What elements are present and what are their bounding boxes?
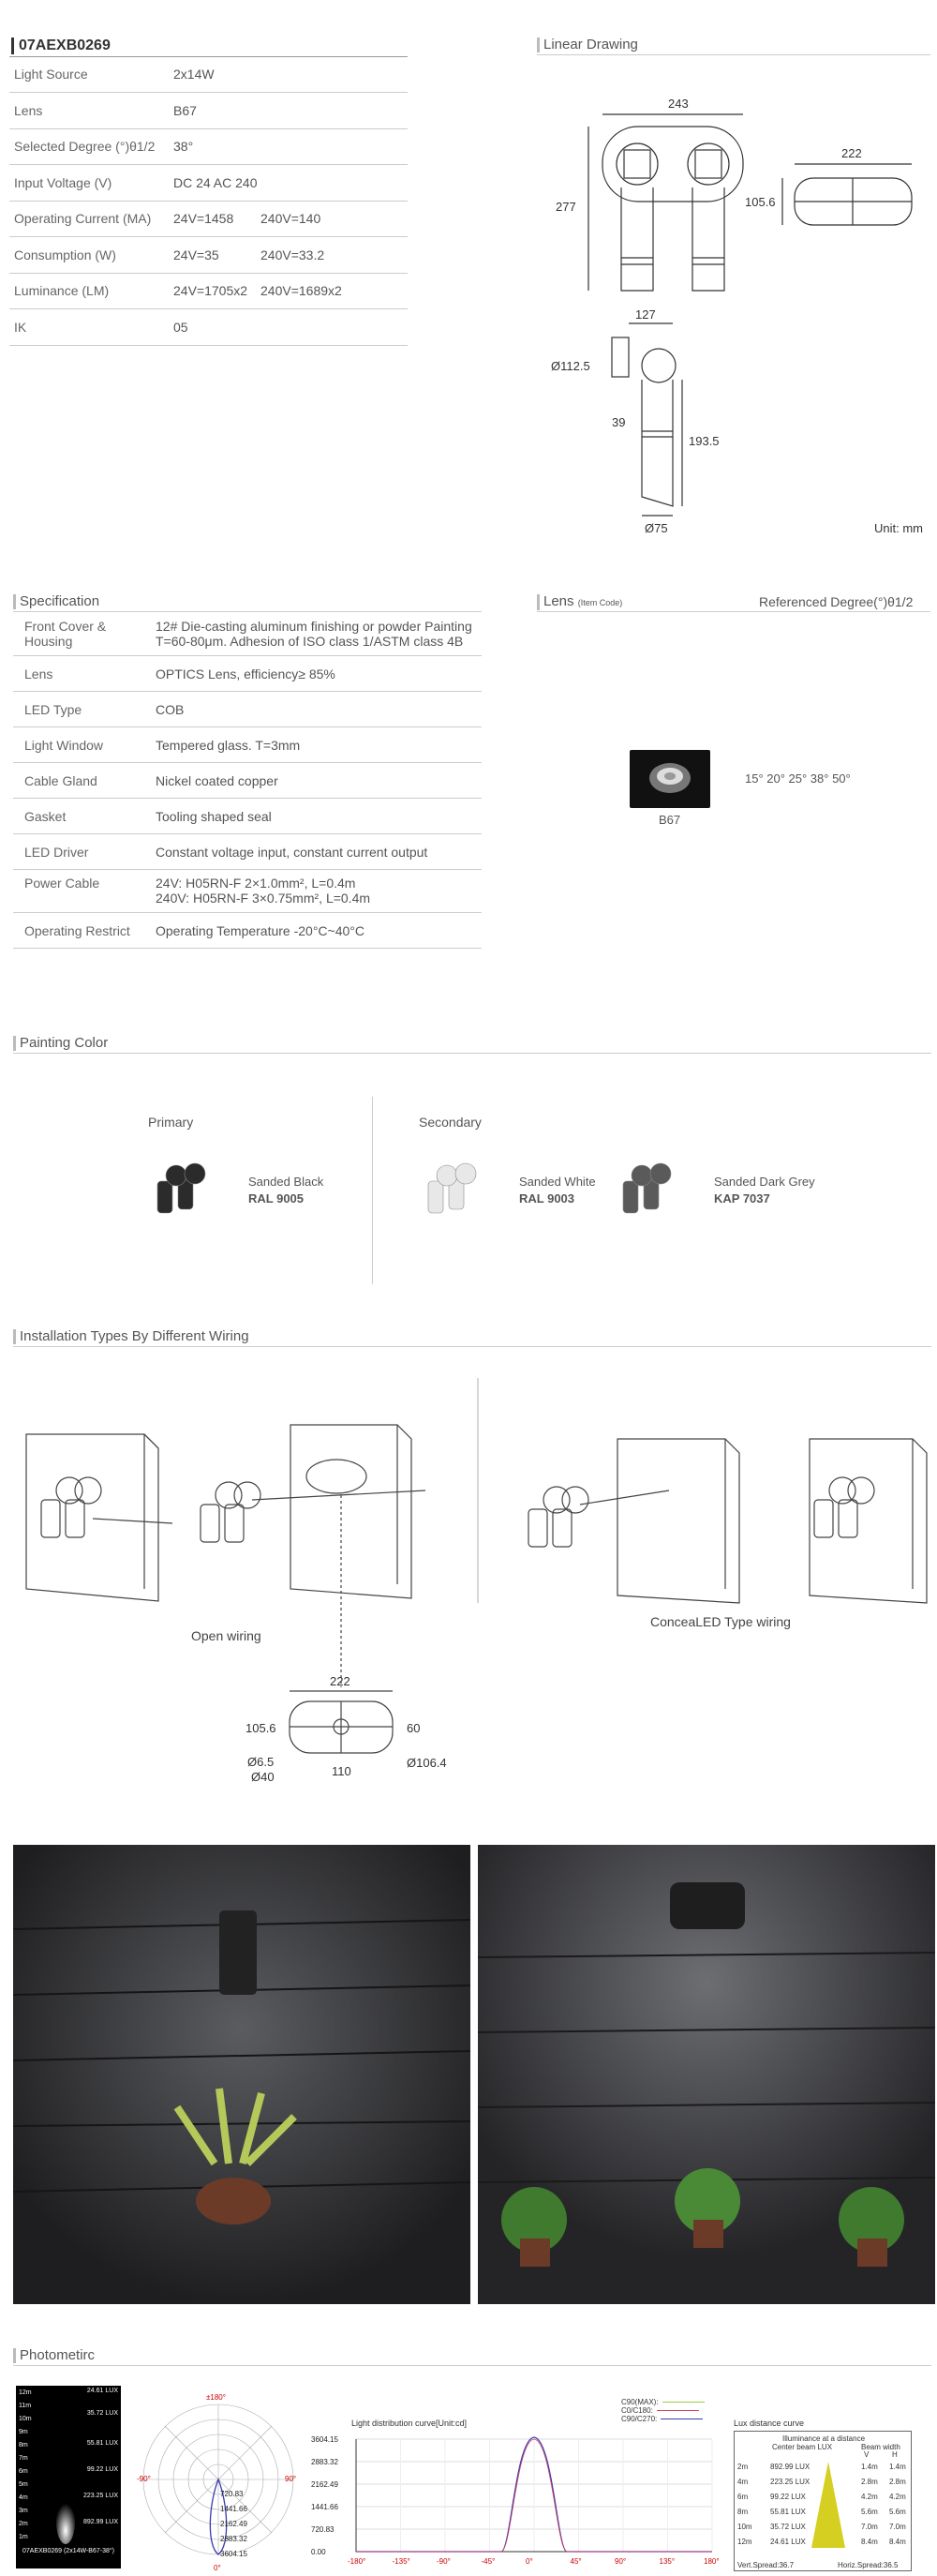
- curve-ytick: 2162.49: [311, 2480, 338, 2489]
- spec-label: Selected Degree (°)θ1/2: [14, 139, 156, 154]
- dim-112: Ø112.5: [551, 359, 590, 373]
- isolux-value: 99.22 LUX: [86, 2466, 118, 2473]
- lux-cell: 5.6m: [861, 2508, 878, 2516]
- spec-row: [9, 310, 408, 346]
- lens-degrees: 15° 20° 25° 38° 50°: [745, 771, 851, 786]
- plate-dim-d3: 110: [332, 1764, 351, 1778]
- isolux-level: 6m: [19, 2468, 28, 2475]
- color-label: Sanded White RAL 9003: [519, 1175, 596, 1206]
- plate-dim-d4: Ø106.4: [407, 1756, 447, 1770]
- application-photo-2: [478, 1845, 935, 2304]
- polar-tick: 2883.32: [220, 2535, 247, 2543]
- curve-ytick: 1441.66: [311, 2503, 338, 2511]
- curve-ytick: 3604.15: [311, 2435, 338, 2444]
- spec-row: [9, 57, 408, 93]
- curve-legend-item: C0/C180:: [621, 2406, 699, 2415]
- lux-cell: 8.4m: [861, 2538, 878, 2546]
- lux-cell: 99.22 LUX: [770, 2493, 806, 2501]
- linear-drawing-title: Linear Drawing: [537, 37, 638, 52]
- isolux-level: 8m: [19, 2442, 28, 2449]
- spec-label: Luminance (LM): [14, 283, 110, 298]
- polar-tick: 1441.66: [220, 2505, 247, 2513]
- specification-label: LED Type: [24, 702, 82, 717]
- curve-legend-item: C90(MAX):: [621, 2398, 705, 2406]
- spec-row: [9, 202, 408, 237]
- specification-row: [13, 727, 482, 763]
- polar-diagram: [139, 2390, 298, 2573]
- curve-xtick: -135°: [392, 2557, 410, 2566]
- lux-cell: 4.2m: [889, 2493, 906, 2501]
- curve-xtick: 180°: [704, 2557, 720, 2566]
- lens-title: Lens (Item Code): [537, 594, 622, 610]
- specification-title: Specification: [13, 594, 99, 609]
- color-swatch-image: [419, 1162, 494, 1215]
- lens-image: [630, 750, 710, 808]
- spec-value: 05: [173, 319, 188, 335]
- lux-cell: 12m: [737, 2538, 752, 2546]
- spec-row: [9, 129, 408, 165]
- specification-row: [13, 799, 482, 834]
- plate-dim-d2: Ø40: [251, 1770, 275, 1784]
- isolux-footer: 07AEXB0269 (2x14W-B67-38°): [22, 2548, 114, 2554]
- polar-tick: 2162.49: [220, 2520, 247, 2528]
- lux-cell: 1.4m: [889, 2463, 906, 2471]
- installation-title: Installation Types By Different Wiring: [13, 1329, 249, 1344]
- specification-value: Tooling shaped seal: [156, 809, 272, 824]
- spec-label: Consumption (W): [14, 247, 116, 262]
- lux-cell: 2m: [737, 2463, 749, 2471]
- isolux-level: 9m: [19, 2429, 28, 2435]
- color-swatch-image: [614, 1162, 689, 1215]
- lux-cell: 223.25 LUX: [770, 2478, 811, 2486]
- lux-cell: 2.8m: [861, 2478, 878, 2486]
- linear-drawing: [537, 56, 935, 544]
- isolux-value: 223.25 LUX: [83, 2493, 118, 2499]
- isolux-value: 892.99 LUX: [83, 2519, 118, 2525]
- spec-value: DC 24 AC 240: [173, 174, 258, 190]
- dim-39: 39: [612, 415, 626, 429]
- lux-cell: 1.4m: [861, 2463, 878, 2471]
- horiz-spread: Horiz.Spread:36.5: [838, 2561, 899, 2569]
- lens-ref-degree: Referenced Degree(°)θ1/2: [759, 594, 914, 609]
- lux-cell: 5.6m: [889, 2508, 906, 2516]
- lux-cell: 4m: [737, 2478, 749, 2486]
- painting-title: Painting Color: [13, 1036, 108, 1051]
- color-swatch-image: [148, 1162, 223, 1215]
- dim-277: 277: [556, 200, 576, 214]
- lens-item: B67: [659, 813, 681, 827]
- installation-drawing: [13, 1378, 931, 1790]
- lux-table: Illuminance at a distance Center beam LUX Beam width V H 2m 892.99 LUX 1.4m 1.4m 4m 223.25 LUX 2.8m 2.8m 6m 99.22 LUX 4.2m 4.2m 8m 55.81 LUX 5.6m 5.6m 10m 35.72 LUX 7.0m 7.0m 12m 24.61 LUX 8.4m 8.4m Vert.Spread:36.7 Horiz.Spread:36.5: [734, 2431, 912, 2571]
- spec-value: 38°: [173, 139, 194, 154]
- curve-legend-item: C90/C270:: [621, 2415, 703, 2423]
- lux-cell: 10m: [737, 2523, 752, 2531]
- lux-cell: 2.8m: [889, 2478, 906, 2486]
- svg-text:90°: 90°: [285, 2475, 297, 2483]
- lux-cell: 6m: [737, 2493, 749, 2501]
- lux-cell: 55.81 LUX: [770, 2508, 806, 2516]
- curve-xtick: -180°: [348, 2557, 366, 2566]
- lux-cell: 8m: [737, 2508, 749, 2516]
- spec-label: Lens: [14, 102, 43, 118]
- svg-text:0°: 0°: [214, 2564, 221, 2572]
- spec-label: IK: [14, 319, 27, 335]
- specification-label: Lens: [24, 666, 53, 681]
- isolux-level: 2m: [19, 2521, 28, 2527]
- open-wiring-label: Open wiring: [191, 1628, 261, 1643]
- spec-value-2: 240V=33.2: [260, 247, 325, 262]
- specification-value: OPTICS Lens, efficiency≥ 85%: [156, 666, 335, 681]
- specification-label: Power Cable: [24, 876, 100, 891]
- specification-row: [13, 913, 482, 949]
- specification-value: Nickel coated copper: [156, 773, 278, 788]
- spec-value: 2x14W: [173, 67, 215, 82]
- svg-text:±180°: ±180°: [206, 2393, 226, 2402]
- spec-value: 24V=1705x2: [173, 283, 248, 298]
- spec-label: Light Source: [14, 67, 88, 82]
- lux-cell: 8.4m: [889, 2538, 906, 2546]
- curve-xtick: 0°: [526, 2557, 533, 2566]
- application-photo-1: [13, 1845, 470, 2304]
- specification-row: [13, 656, 482, 692]
- specification-row: [13, 870, 482, 913]
- specification-value: Constant voltage input, constant current output: [156, 845, 428, 860]
- dim-105: 105.6: [745, 195, 776, 209]
- isolux-level: 4m: [19, 2494, 28, 2501]
- spec-row: [9, 238, 408, 274]
- unit-label: Unit: mm: [874, 521, 923, 535]
- spec-value: 24V=1458: [173, 211, 234, 226]
- curve-xtick: -90°: [437, 2557, 451, 2566]
- painting-primary: Primary: [148, 1115, 194, 1130]
- curve-ytick: 720.83: [311, 2525, 335, 2534]
- product-code: 07AEXB0269: [11, 37, 111, 54]
- curve-xtick: -45°: [481, 2557, 496, 2566]
- curve-ytick: 0.00: [311, 2548, 326, 2556]
- isolux-value: 35.72 LUX: [86, 2410, 118, 2417]
- specification-value: Operating Temperature -20°C~40°C: [156, 923, 365, 938]
- curve-xtick: 135°: [659, 2557, 676, 2566]
- dim-243: 243: [668, 97, 689, 111]
- specification-value: 12# Die-casting aluminum finishing or powder Painting T=60-80μm. Adhesion of ISO class 1/ASTM class 4B: [156, 619, 472, 649]
- specification-row: [13, 763, 482, 799]
- isolux-level: 5m: [19, 2481, 28, 2488]
- spec-value: 24V=35: [173, 247, 219, 262]
- isolux-value: 24.61 LUX: [86, 2388, 118, 2394]
- curve-ytick: 2883.32: [311, 2458, 338, 2466]
- specification-label: LED Driver: [24, 845, 89, 860]
- spec-value: B67: [173, 102, 197, 118]
- svg-text:-90°: -90°: [137, 2475, 151, 2483]
- spec-label: Operating Current (MA): [14, 211, 152, 226]
- polar-tick: 720.83: [220, 2490, 244, 2498]
- spec-label: Input Voltage (V): [14, 174, 112, 190]
- lens-code-note: (Item Code): [577, 598, 623, 607]
- specification-row: [13, 692, 482, 727]
- spec-value-2: 240V=1689x2: [260, 283, 342, 298]
- painting-secondary: Secondary: [419, 1115, 482, 1130]
- specification-label: Gasket: [24, 809, 67, 824]
- color-label: Sanded Dark Grey KAP 7037: [714, 1175, 815, 1206]
- curve-xtick: 45°: [570, 2557, 582, 2566]
- distribution-curve: [309, 2430, 721, 2575]
- specification-label: Cable Gland: [24, 773, 97, 788]
- isolux-level: 10m: [19, 2416, 32, 2422]
- polar-tick: 3604.15: [220, 2550, 247, 2558]
- dim-222: 222: [841, 146, 862, 160]
- lux-cell: 4.2m: [861, 2493, 878, 2501]
- isolux-level: 11m: [19, 2403, 32, 2409]
- isolux-value: 55.81 LUX: [86, 2440, 118, 2447]
- concealed-wiring-label: ConceaLED Type wiring: [650, 1614, 791, 1629]
- lux-cell: 7.0m: [861, 2523, 878, 2531]
- plate-dim-w: 222: [330, 1674, 350, 1688]
- color-label: Sanded Black RAL 9005: [248, 1175, 324, 1206]
- dim-75: Ø75: [645, 521, 668, 535]
- specification-value: Tempered glass. T=3mm: [156, 738, 301, 753]
- spec-row: [9, 166, 408, 202]
- plate-dim-h: 105.6: [245, 1721, 276, 1735]
- lux-cell: 7.0m: [889, 2523, 906, 2531]
- spec-value-2: 240V=140: [260, 211, 321, 226]
- specification-label: Light Window: [24, 738, 104, 753]
- plate-dim-d1: Ø6.5: [247, 1755, 275, 1769]
- curve-xtick: 90°: [615, 2557, 627, 2566]
- spec-row: [9, 274, 408, 309]
- dim-193: 193.5: [689, 434, 720, 448]
- specification-value: COB: [156, 702, 185, 717]
- lux-table-title: Lux distance curve: [734, 2419, 805, 2428]
- plate-dim-r: 60: [407, 1721, 421, 1735]
- vert-spread: Vert.Spread:36.7: [737, 2561, 795, 2569]
- isolux-level: 1m: [19, 2534, 28, 2540]
- curve-title: Light distribution curve[Unit:cd]: [351, 2419, 468, 2428]
- specification-label: Operating Restrict: [24, 923, 130, 938]
- specification-value: 24V: H05RN-F 2×1.0mm², L=0.4m 240V: H05RN-F 3×0.75mm², L=0.4m: [156, 876, 371, 906]
- photometric-title: Photometirc: [13, 2348, 95, 2363]
- lux-cell: 24.61 LUX: [770, 2538, 806, 2546]
- isolux-level: 3m: [19, 2508, 28, 2514]
- lux-cell: 892.99 LUX: [770, 2463, 811, 2471]
- lux-cell: 35.72 LUX: [770, 2523, 806, 2531]
- specification-row: [13, 613, 482, 656]
- isolux-level: 7m: [19, 2455, 28, 2462]
- isolux-panel: [16, 2386, 121, 2569]
- specification-label: Front Cover & Housing: [24, 619, 107, 649]
- spec-row: [9, 94, 408, 129]
- specification-row: [13, 834, 482, 870]
- isolux-level: 12m: [19, 2389, 32, 2396]
- dim-127: 127: [635, 307, 656, 322]
